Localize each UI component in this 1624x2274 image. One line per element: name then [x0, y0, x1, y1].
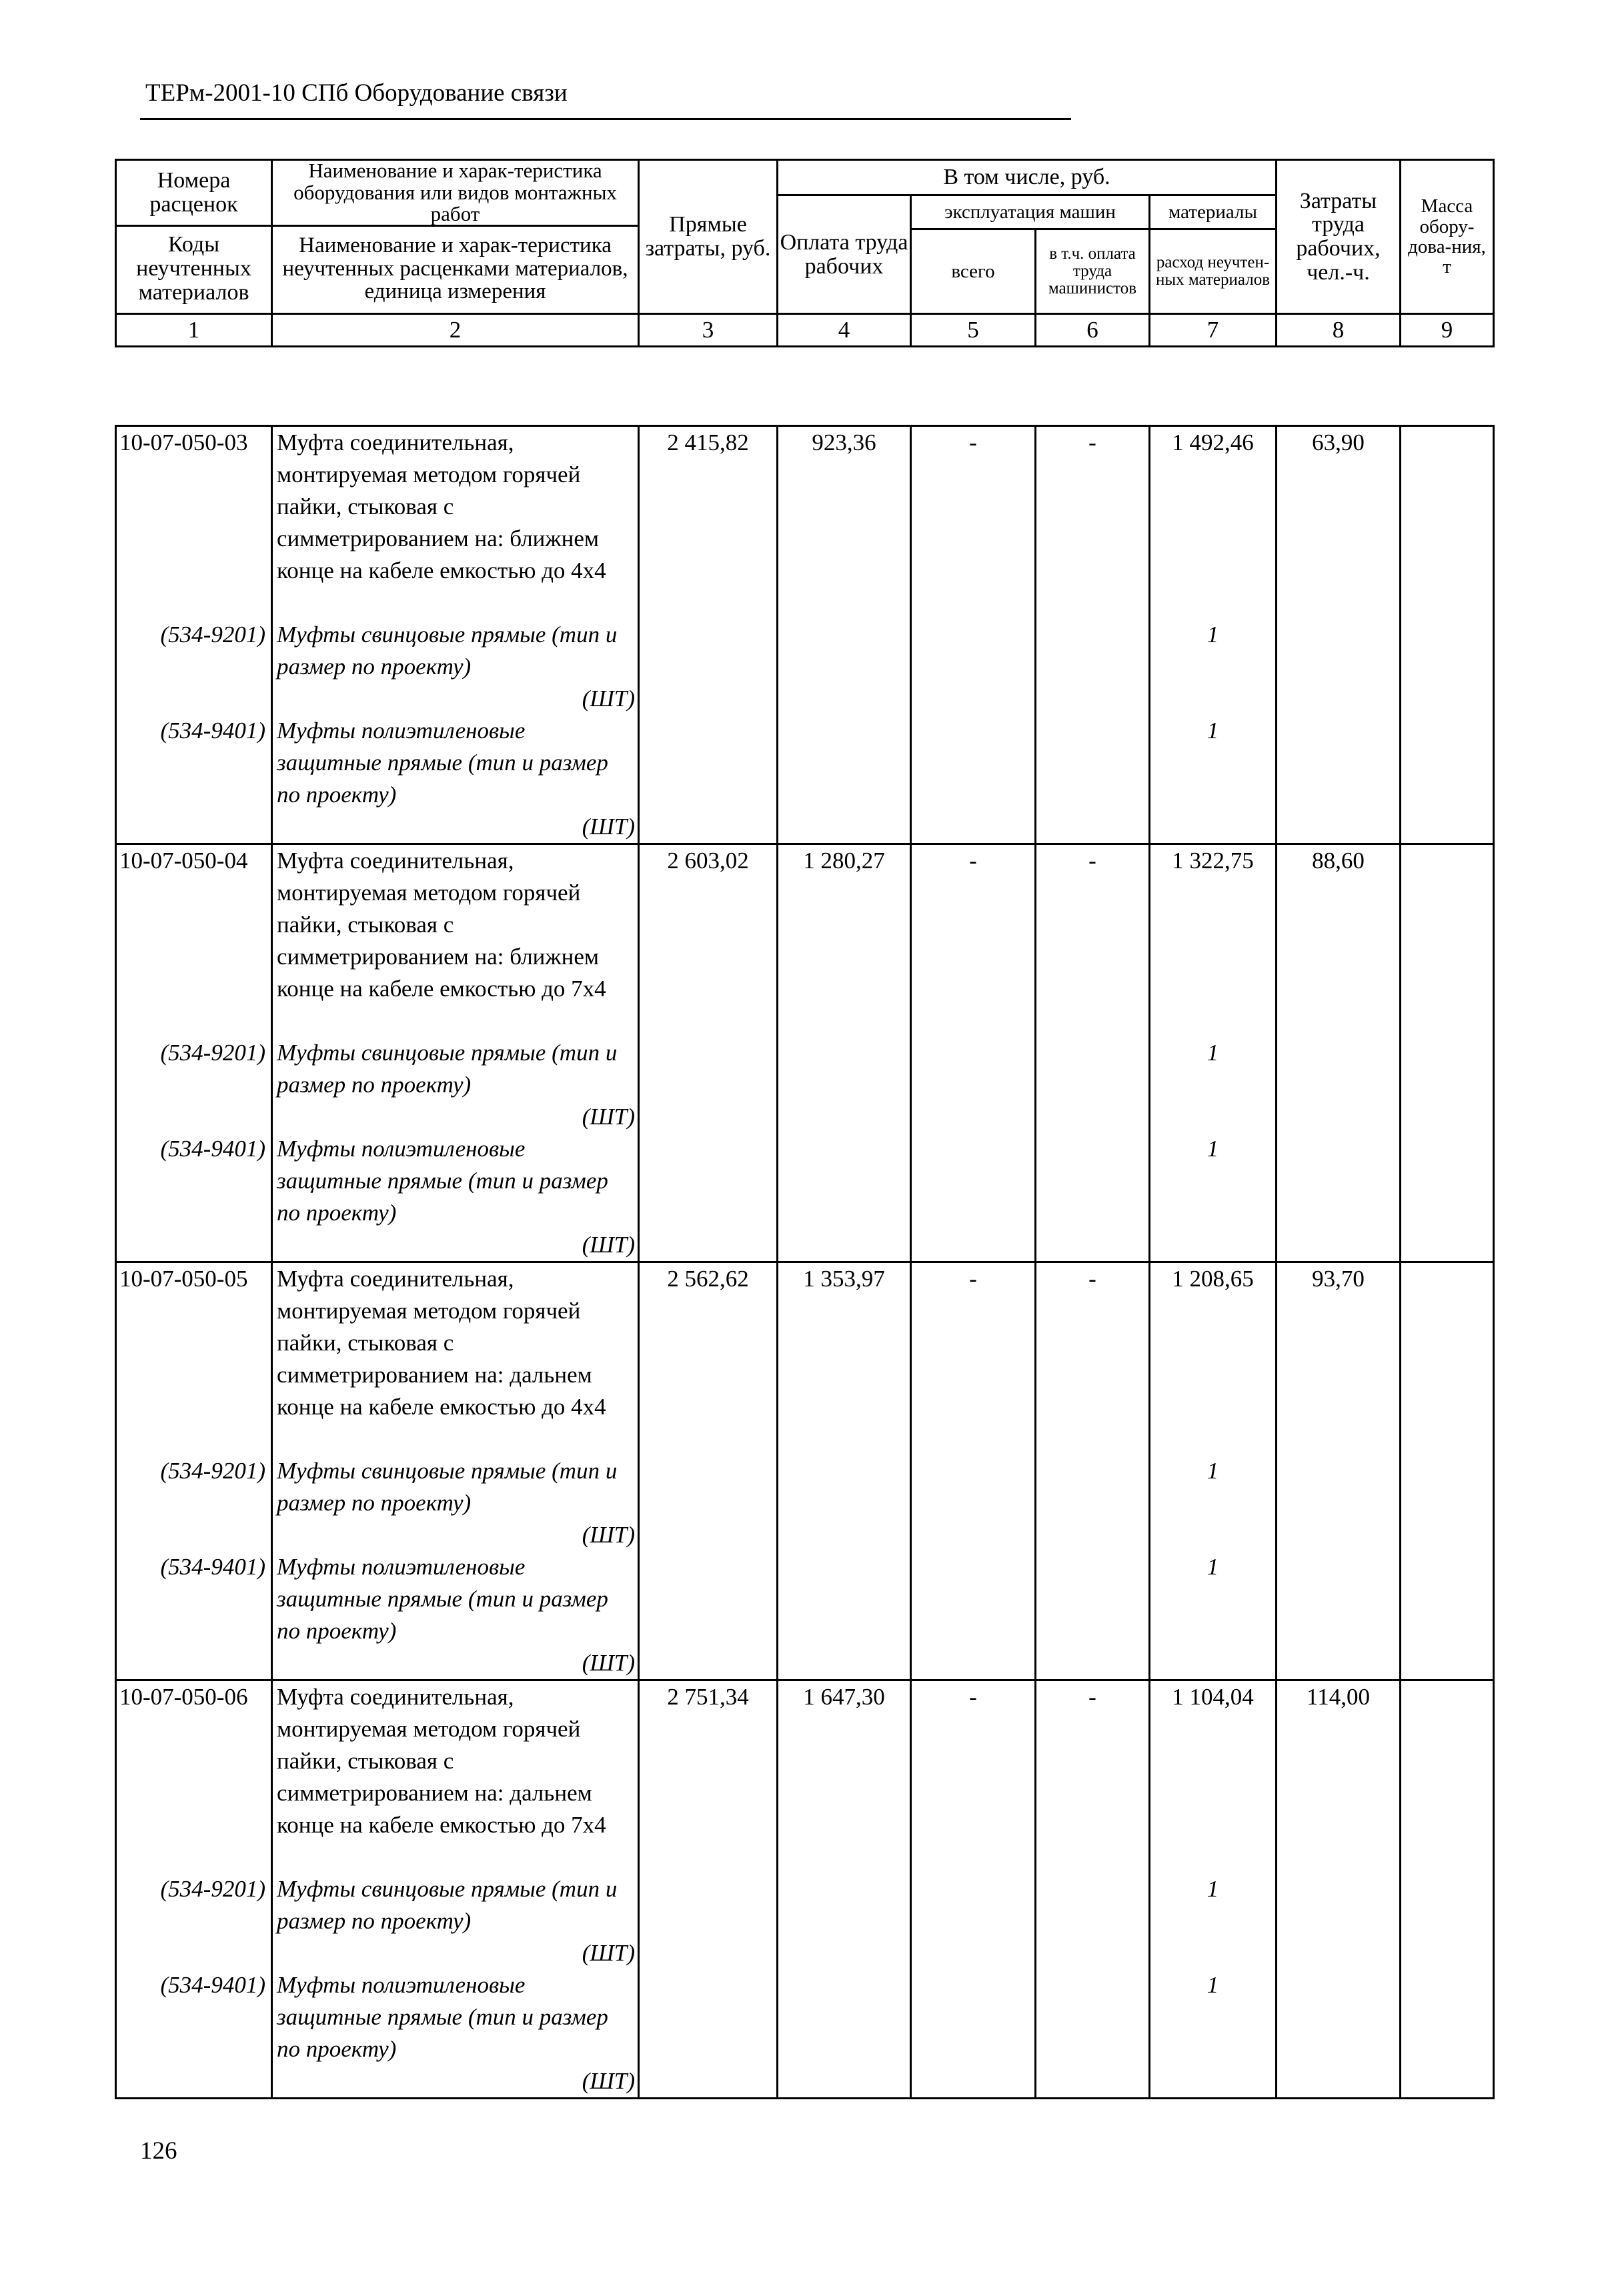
header-group: В том числе, руб. — [778, 160, 1277, 195]
material-row — [116, 1969, 1494, 2099]
material-name — [272, 715, 639, 844]
empty-cell — [778, 1969, 911, 2099]
labor-pay: 1 647,30 — [778, 1680, 911, 1874]
rate-code: 10-07-050-06 — [116, 1680, 272, 1874]
material-unit: (ШТ) — [582, 814, 635, 840]
material-name-text: Муфты свинцовые прямые (тип и размер по проекту) — [277, 1458, 618, 1516]
header-number-6: 6 — [1036, 314, 1150, 347]
material-name-text: Муфты свинцовые прямые (тип и размер по проекту) — [277, 622, 618, 680]
empty-cell — [1036, 1037, 1150, 1133]
empty-cell — [639, 1455, 778, 1551]
empty-cell — [778, 1873, 911, 1969]
header-number-4: 4 — [778, 314, 911, 347]
empty-cell — [1277, 1455, 1401, 1551]
empty-cell — [639, 1969, 778, 2099]
header-col2 — [272, 160, 639, 314]
rate-row — [116, 1680, 1494, 1874]
equipment-mass — [1401, 844, 1494, 1038]
material-quantity: 1 — [1150, 1551, 1277, 1680]
empty-cell — [639, 1551, 778, 1680]
material-unit: (ШТ) — [582, 1522, 635, 1548]
material-row — [116, 1037, 1494, 1133]
machines-labor: - — [1036, 426, 1150, 620]
table-header — [115, 159, 1495, 347]
empty-cell — [778, 1455, 911, 1551]
rate-code: 10-07-050-05 — [116, 1262, 272, 1456]
empty-cell — [1277, 715, 1401, 844]
materials-cost: 1 322,75 — [1150, 844, 1277, 1038]
direct-costs: 2 562,62 — [639, 1262, 778, 1456]
header-direct-costs: Прямые затраты, руб. — [639, 160, 778, 314]
empty-cell — [1401, 1551, 1494, 1680]
equipment-mass — [1401, 1262, 1494, 1456]
empty-cell — [778, 1133, 911, 1262]
material-row — [116, 1551, 1494, 1680]
machines-labor: - — [1036, 1262, 1150, 1456]
header-number-2: 2 — [272, 314, 639, 347]
machines-total: - — [911, 844, 1036, 1038]
empty-cell — [1401, 1455, 1494, 1551]
rate-name: Муфта соединительная, монтируемая методом горячей пайки, стыковая с симметрированием на: ближнем конце на кабеле емкостью до 4х4 — [272, 426, 639, 620]
rate-name: Муфта соединительная, монтируемая методом горячей пайки, стыковая с симметрированием на: дальнем конце на кабеле емкостью до 7х4 — [272, 1680, 639, 1874]
material-name — [272, 1873, 639, 1969]
header-materials: материалы — [1150, 195, 1277, 229]
labor-pay: 923,36 — [778, 426, 911, 620]
empty-cell — [1277, 619, 1401, 715]
empty-cell — [1277, 1969, 1401, 2099]
empty-cell — [1277, 1133, 1401, 1262]
header-unaccounted-materials: расход неучтен-ных материалов — [1150, 229, 1277, 314]
material-name-text: Муфты полиэтиленовые защитные прямые (тип и размер по проекту) — [277, 1972, 608, 2062]
header-col1 — [116, 160, 272, 314]
header-mass: Масса обору-дова-ния, т — [1401, 160, 1494, 314]
empty-cell — [911, 715, 1036, 844]
empty-cell — [1277, 1551, 1401, 1680]
header-number-3: 3 — [639, 314, 778, 347]
empty-cell — [1036, 619, 1150, 715]
header-machines: эксплуатация машин — [911, 195, 1150, 229]
header-col2-bottom: Наименование и харак-теристика неучтенных расценками материалов, единица измерения — [282, 233, 628, 304]
material-quantity: 1 — [1150, 1873, 1277, 1969]
materials-cost: 1 492,46 — [1150, 426, 1277, 620]
machines-total: - — [911, 1680, 1036, 1874]
material-code: (534-9201) — [116, 1037, 272, 1133]
rate-row — [116, 426, 1494, 620]
material-name — [272, 619, 639, 715]
material-name — [272, 1133, 639, 1262]
material-quantity: 1 — [1150, 1969, 1277, 2099]
material-name — [272, 1455, 639, 1551]
material-quantity: 1 — [1150, 1133, 1277, 1262]
empty-cell — [911, 1969, 1036, 2099]
material-quantity: 1 — [1150, 715, 1277, 844]
material-row — [116, 1873, 1494, 1969]
material-code: (534-9201) — [116, 1455, 272, 1551]
material-quantity: 1 — [1150, 1037, 1277, 1133]
empty-cell — [1277, 1037, 1401, 1133]
empty-cell — [639, 1037, 778, 1133]
header-rule — [140, 118, 1071, 120]
empty-cell — [911, 1873, 1036, 1969]
empty-cell — [778, 619, 911, 715]
header-number-1: 1 — [116, 314, 272, 347]
material-quantity: 1 — [1150, 619, 1277, 715]
empty-cell — [1036, 1873, 1150, 1969]
empty-cell — [1036, 1551, 1150, 1680]
page-header: ТЕРм-2001-10 СПб Оборудование связи — [145, 79, 568, 107]
machines-labor: - — [1036, 1680, 1150, 1874]
rate-row — [116, 844, 1494, 1038]
empty-cell — [911, 619, 1036, 715]
rate-row — [116, 1262, 1494, 1456]
labor-hours: 114,00 — [1277, 1680, 1401, 1874]
empty-cell — [1036, 1969, 1150, 2099]
empty-cell — [1401, 715, 1494, 844]
direct-costs: 2 603,02 — [639, 844, 778, 1038]
header-col1-bottom: Коды неучтенных материалов — [136, 232, 251, 305]
material-name — [272, 1969, 639, 2099]
empty-cell — [1277, 1873, 1401, 1969]
header-col2-top: Наименование и харак-теристика оборудования или видов монтажных работ — [273, 161, 638, 227]
empty-cell — [1401, 1969, 1494, 2099]
header-number-9: 9 — [1401, 314, 1494, 347]
material-row — [116, 619, 1494, 715]
header-number-5: 5 — [911, 314, 1036, 347]
material-code: (534-9401) — [116, 1969, 272, 2099]
empty-cell — [911, 1037, 1036, 1133]
machines-total: - — [911, 426, 1036, 620]
material-code: (534-9201) — [116, 619, 272, 715]
labor-pay: 1 280,27 — [778, 844, 911, 1038]
rate-name: Муфта соединительная, монтируемая методом горячей пайки, стыковая с симметрированием на: дальнем конце на кабеле емкостью до 4х4 — [272, 1262, 639, 1456]
header-machines-total: всего — [911, 229, 1036, 314]
material-name-text: Муфты свинцовые прямые (тип и размер по проекту) — [277, 1040, 618, 1098]
labor-hours: 93,70 — [1277, 1262, 1401, 1456]
empty-cell — [1401, 1873, 1494, 1969]
labor-pay: 1 353,97 — [778, 1262, 911, 1456]
material-name — [272, 1551, 639, 1680]
machines-total: - — [911, 1262, 1036, 1456]
empty-cell — [911, 1133, 1036, 1262]
empty-cell — [1036, 1133, 1150, 1262]
empty-cell — [1401, 1133, 1494, 1262]
material-name-text: Муфты полиэтиленовые защитные прямые (тип и размер по проекту) — [277, 718, 608, 808]
header-number-8: 8 — [1277, 314, 1401, 347]
empty-cell — [1036, 715, 1150, 844]
empty-cell — [911, 1455, 1036, 1551]
material-name-text: Муфты полиэтиленовые защитные прямые (тип и размер по проекту) — [277, 1136, 608, 1226]
empty-cell — [1401, 1037, 1494, 1133]
empty-cell — [778, 715, 911, 844]
machines-labor: - — [1036, 844, 1150, 1038]
empty-cell — [639, 619, 778, 715]
material-name — [272, 1037, 639, 1133]
material-unit: (ШТ) — [582, 1650, 635, 1676]
rates-table — [115, 425, 1495, 2099]
header-labor-hours: Затраты труда рабочих, чел.-ч. — [1277, 160, 1401, 314]
material-quantity: 1 — [1150, 1455, 1277, 1551]
material-unit: (ШТ) — [582, 686, 635, 712]
header-col1-top: Номера расценок — [117, 161, 271, 227]
direct-costs: 2 415,82 — [639, 426, 778, 620]
empty-cell — [1401, 619, 1494, 715]
header-labor-pay: Оплата труда рабочих — [778, 195, 911, 314]
material-unit: (ШТ) — [582, 2068, 635, 2094]
rate-code: 10-07-050-03 — [116, 426, 272, 620]
material-code: (534-9201) — [116, 1873, 272, 1969]
material-code: (534-9401) — [116, 715, 272, 844]
material-unit: (ШТ) — [582, 1232, 635, 1258]
header-machines-labor: в т.ч. оплата труда машинистов — [1036, 229, 1150, 314]
labor-hours: 88,60 — [1277, 844, 1401, 1038]
material-row — [116, 1133, 1494, 1262]
material-unit: (ШТ) — [582, 1940, 635, 1966]
material-name-text: Муфты полиэтиленовые защитные прямые (тип и размер по проекту) — [277, 1554, 608, 1644]
rate-name: Муфта соединительная, монтируемая методом горячей пайки, стыковая с симметрированием на: ближнем конце на кабеле емкостью до 7х4 — [272, 844, 639, 1038]
material-code: (534-9401) — [116, 1551, 272, 1680]
material-code: (534-9401) — [116, 1133, 272, 1262]
empty-cell — [911, 1551, 1036, 1680]
empty-cell — [639, 1133, 778, 1262]
empty-cell — [778, 1037, 911, 1133]
material-unit: (ШТ) — [582, 1104, 635, 1130]
direct-costs: 2 751,34 — [639, 1680, 778, 1874]
materials-cost: 1 104,04 — [1150, 1680, 1277, 1874]
empty-cell — [639, 1873, 778, 1969]
material-row — [116, 715, 1494, 844]
labor-hours: 63,90 — [1277, 426, 1401, 620]
empty-cell — [639, 715, 778, 844]
header-number-7: 7 — [1150, 314, 1277, 347]
empty-cell — [1036, 1455, 1150, 1551]
empty-cell — [778, 1551, 911, 1680]
material-name-text: Муфты свинцовые прямые (тип и размер по проекту) — [277, 1876, 618, 1934]
material-row — [116, 1455, 1494, 1551]
rate-code: 10-07-050-04 — [116, 844, 272, 1038]
equipment-mass — [1401, 1680, 1494, 1874]
page-number: 126 — [140, 2137, 177, 2165]
equipment-mass — [1401, 426, 1494, 620]
materials-cost: 1 208,65 — [1150, 1262, 1277, 1456]
